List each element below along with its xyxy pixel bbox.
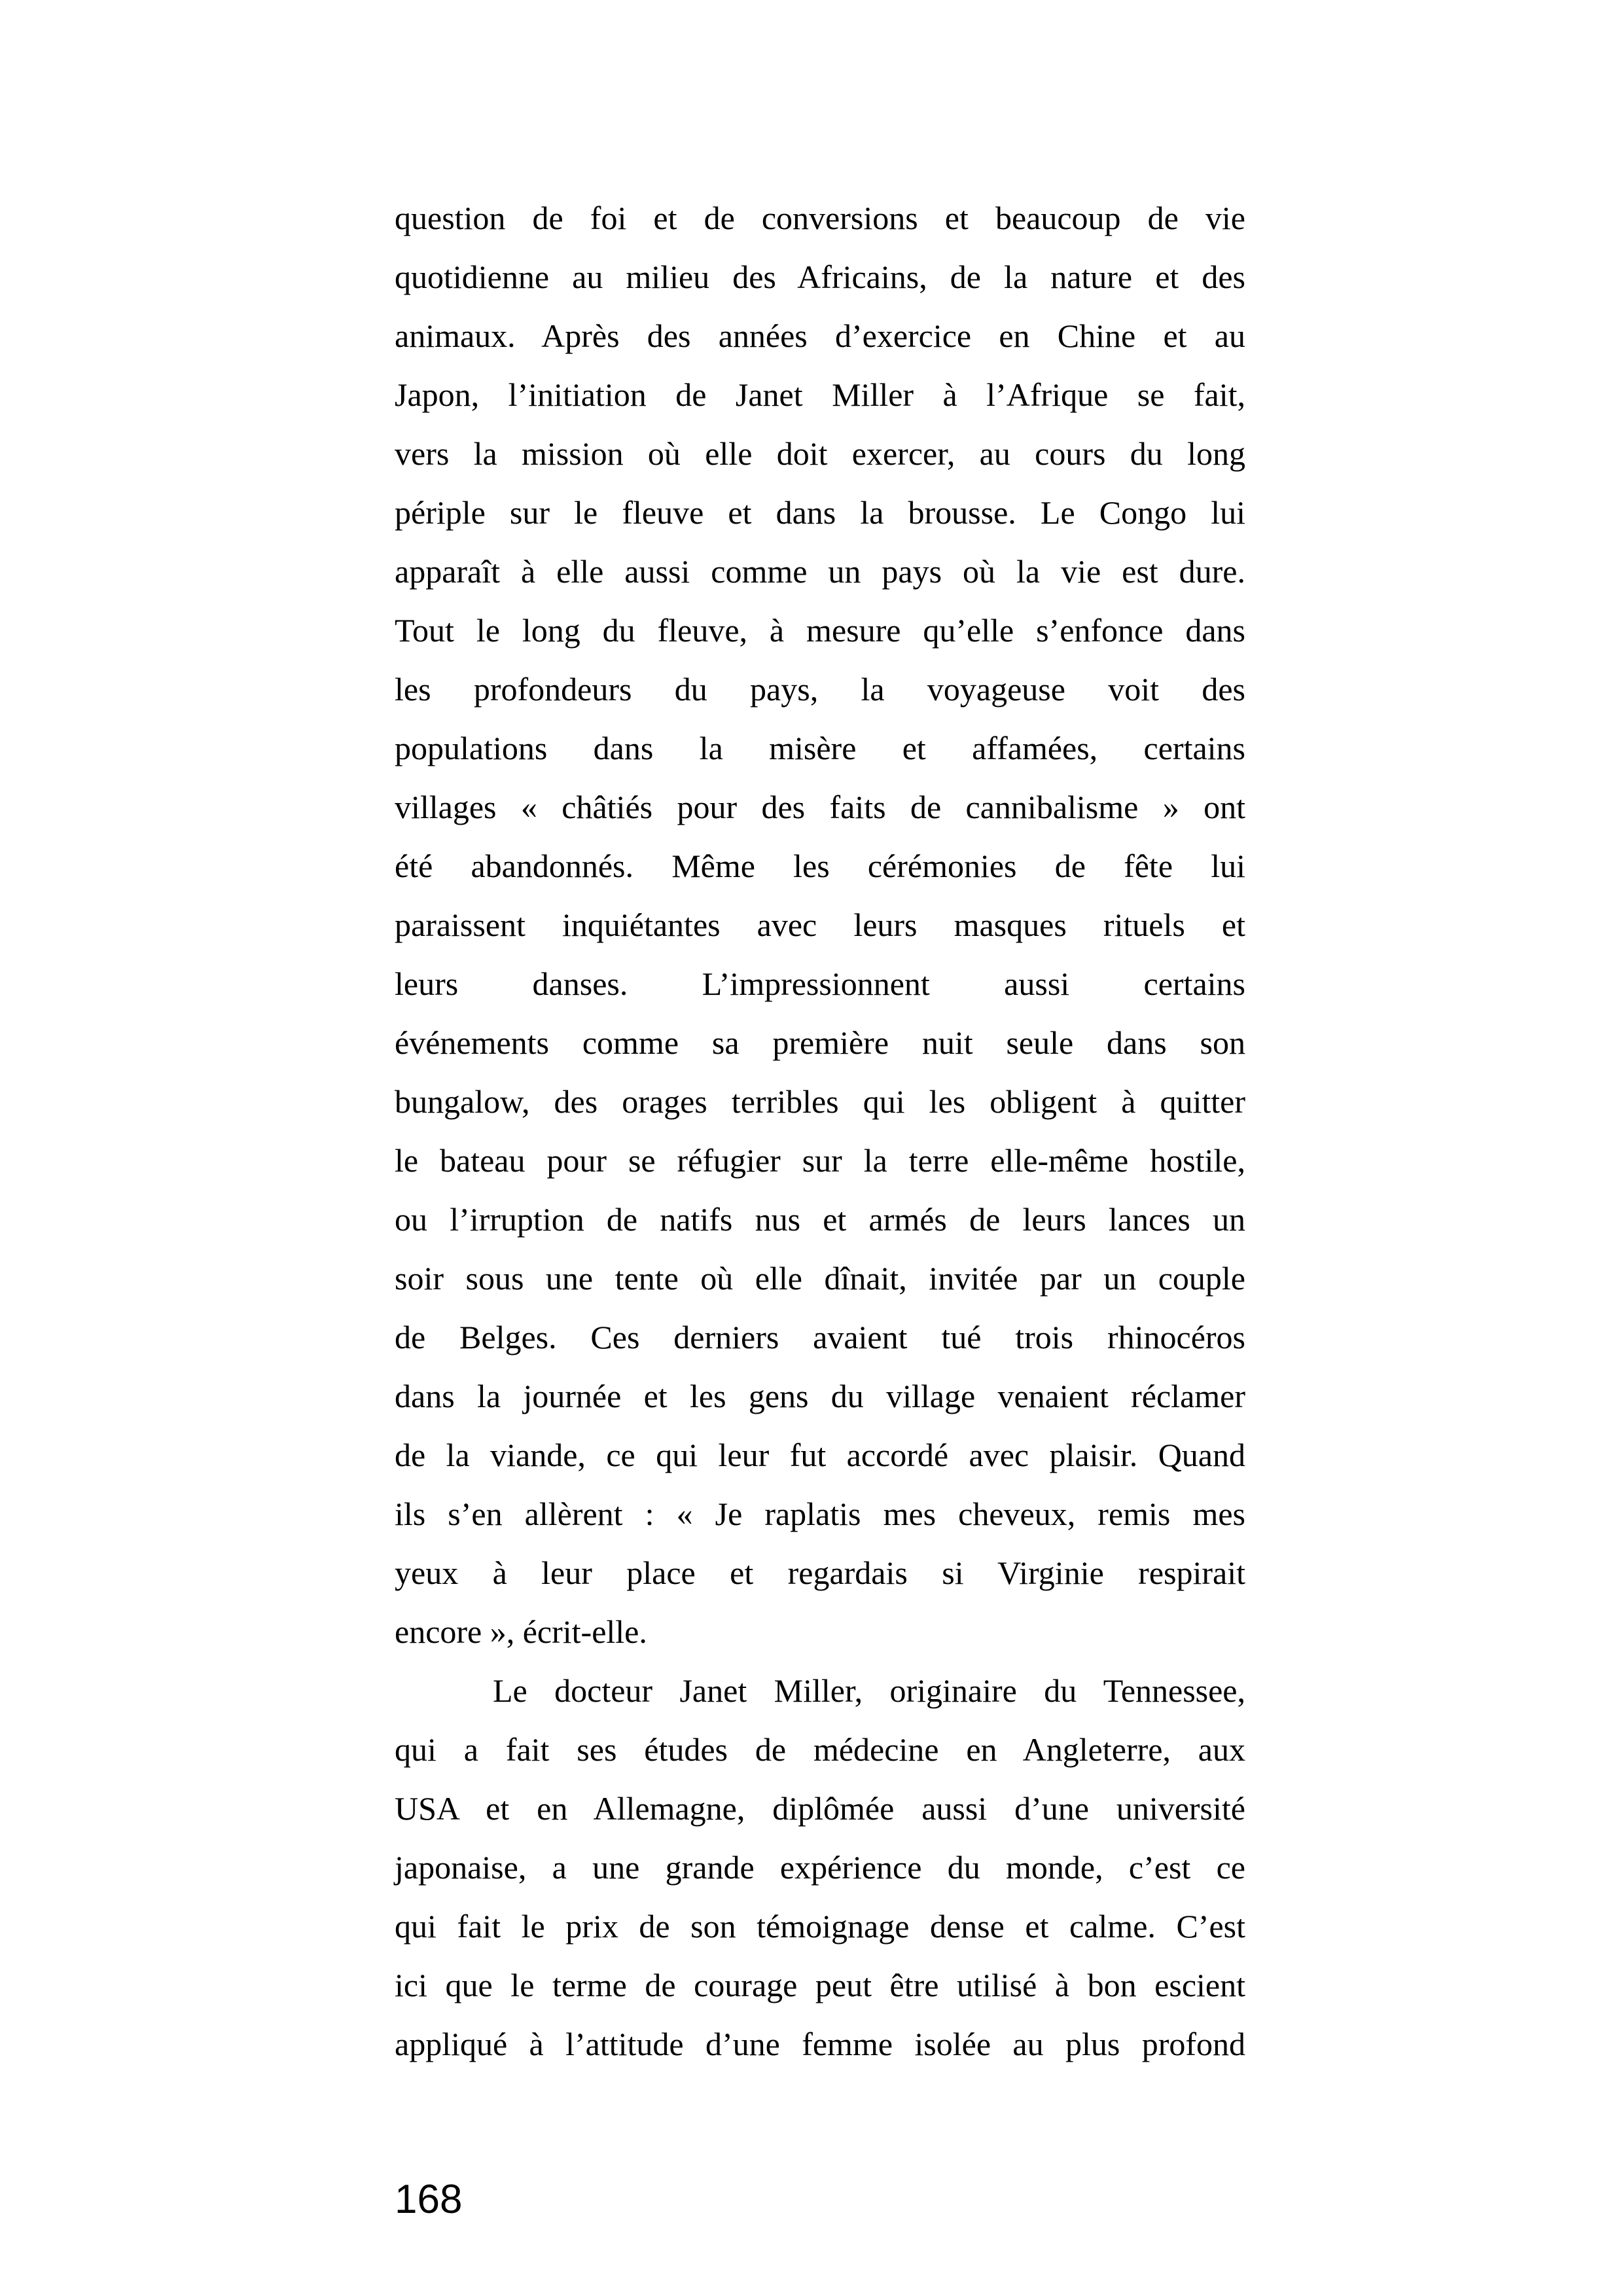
- text-line: soir sous une tente où elle dînait, invitée par un couple: [395, 1260, 1245, 1297]
- text-line: paraissent inquiétantes avec leurs masques rituels et: [395, 906, 1245, 943]
- page-number: 168: [395, 2177, 463, 2222]
- text-line: quotidienne au milieu des Africains, de la nature et des: [395, 259, 1245, 295]
- text-line: villages « châtiés pour des faits de cannibalisme » ont: [395, 789, 1245, 825]
- text-line: périple sur le fleuve et dans la brousse. Le Congo lui: [395, 494, 1245, 531]
- text-line: dans la journée et les gens du village venaient réclamer: [395, 1378, 1245, 1414]
- text-line: leurs danses. L’impressionnent aussi certains: [395, 965, 1245, 1002]
- text-line: qui fait le prix de son témoignage dense et calme. C’est: [395, 1908, 1245, 1945]
- text-line: japonaise, a une grande expérience du monde, c’est ce: [395, 1849, 1245, 1886]
- text-line: apparaît à elle aussi comme un pays où la vie est dure.: [395, 553, 1245, 590]
- text-line: ici que le terme de courage peut être utilisé à bon escient: [395, 1967, 1245, 2003]
- text-line: populations dans la misère et affamées, certains: [395, 730, 1245, 766]
- text-line: USA et en Allemagne, diplômée aussi d’une université: [395, 1790, 1245, 1827]
- text-line: ils s’en allèrent : « Je raplatis mes cheveux, remis mes: [395, 1496, 1245, 1532]
- text-line: qui a fait ses études de médecine en Angleterre, aux: [395, 1731, 1245, 1768]
- body-text: [395, 188, 1245, 2073]
- text-line: appliqué à l’attitude d’une femme isolée au plus profond: [395, 2026, 1245, 2062]
- text-line: bungalow, des orages terribles qui les obligent à quitter: [395, 1083, 1245, 1120]
- text-line: événements comme sa première nuit seule dans son: [395, 1024, 1245, 1061]
- text-line: animaux. Après des années d’exercice en Chine et au: [395, 317, 1245, 354]
- text-line: de Belges. Ces derniers avaient tué trois rhinocéros: [395, 1319, 1245, 1355]
- text-line: question de foi et de conversions et beaucoup de vie: [395, 200, 1245, 236]
- text-line: été abandonnés. Même les cérémonies de fête lui: [395, 848, 1245, 884]
- text-line: Japon, l’initiation de Janet Miller à l’Afrique se fait,: [395, 376, 1245, 413]
- text-line: yeux à leur place et regardais si Virginie respirait: [395, 1554, 1245, 1591]
- text-line: vers la mission où elle doit exercer, au cours du long: [395, 435, 1245, 472]
- text-line: les profondeurs du pays, la voyageuse voit des: [395, 671, 1245, 708]
- text-line: le bateau pour se réfugier sur la terre elle-même hostile,: [395, 1142, 1245, 1179]
- text-line: ou l’irruption de natifs nus et armés de leurs lances un: [395, 1201, 1245, 1238]
- text-line-paragraph-end: encore », écrit-elle.: [395, 1613, 647, 1650]
- text-line-paragraph-start: Le docteur Janet Miller, originaire du Tennessee,: [493, 1672, 1245, 1709]
- text-line: de la viande, ce qui leur fut accordé avec plaisir. Quand: [395, 1437, 1245, 1473]
- text-line: Tout le long du fleuve, à mesure qu’elle s’enfonce dans: [395, 612, 1245, 649]
